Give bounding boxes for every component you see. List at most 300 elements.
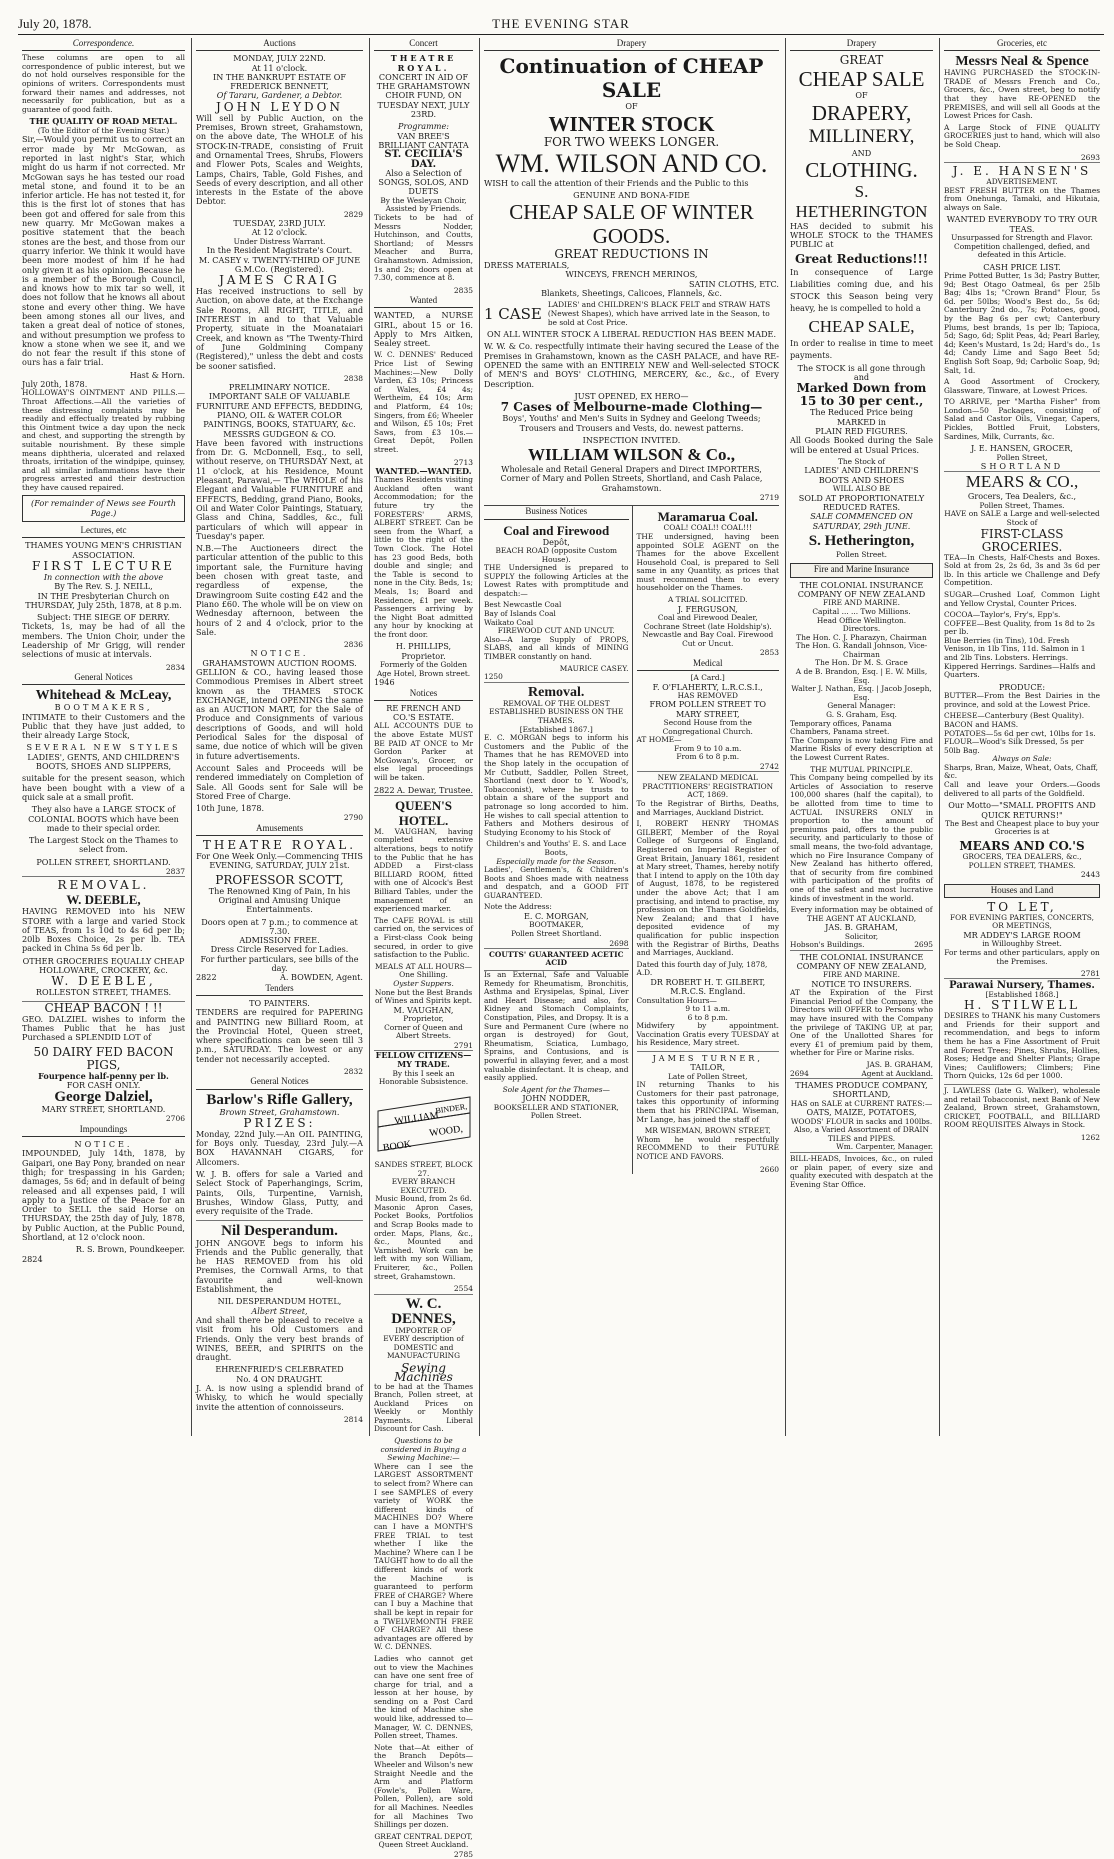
hansen-shortland: SHORTLAND [980, 461, 1064, 472]
phillips-sub: Formerly of the Golden Age Hotel, Brown street. [376, 660, 471, 678]
wdeeble-name: W. DEEBLE, [66, 892, 141, 908]
price-list: Prime Potted Butter, 1s 3d; Pastry Butter, 9d; Best Otago Oatmeal, 6s per 25lb Bag; 4lbs 1s; "Crown Brand" Flour, 5s 6d. per 50lbs; Wood's Best do., 5s 6d; Canterbury 2nd do., 7s; Potatoes, good, by the Bag 6s per cwt; Canterbury Plums, best brands, 1s per lb; Tapioca, 5d; Sago, 6d; Split Peas, 4d; Pearl Barley, 4d; Keen's Mustard, 1s 2d; Hard's do., 1s 4d; Candy Lime and Sago Beet 5d; English Soft Soap, 9d; Carbolic Soap, 9d; Salt, 1d. [944, 270, 1100, 375]
mears-sugar: SUGAR—Crushed Loaf, Common Light and Yellow Crystal, Counter Prices. [944, 589, 1100, 608]
colonial-2-fire: FIRE AND MARINE. [822, 970, 901, 980]
graham-manager: G. S. Graham, Esq. [826, 710, 897, 720]
section-correspondence: Correspondence. [22, 38, 185, 51]
section-notices: Notices [374, 688, 473, 701]
fellow-citizens: FELLOW CITIZENS—MY TRADE. [375, 1050, 472, 1070]
continuation-heading: Continuation of CHEAP SALE [499, 54, 764, 103]
mears-body: HAVE on SALE a Large and well-selected Stock of [944, 509, 1100, 527]
maramarua-body: THE undersigned, having been appointed SOLE AGENT on the Thames for the above Excellent Household Coal, is prepared to Sell same in any Quantity, as prices that must recommend them to every householder on the Thames. [636, 531, 779, 593]
oflaherty-removed: HAS REMOVED [677, 690, 738, 700]
column-5 [785, 38, 937, 1436]
vaughan-name: M. VAUGHAN, [393, 1004, 454, 1015]
vaughan-ad-number: 2791 [453, 1040, 473, 1050]
auction2-date: TUESDAY, 23RD JULY. [233, 218, 326, 229]
gellion-more: Account Sales and Proceeds will be rendered immediately on Completion of Sale. All Goods sent for Sale will be Stored Free of Charge. [196, 762, 363, 801]
hansen-title: J. E. HANSEN'S [944, 162, 1100, 178]
wwc-ad-number: 2719 [759, 493, 779, 503]
column-3 [369, 38, 477, 1859]
maramarua-title: Maramarua Coal. [657, 509, 758, 525]
nzmp-body: To the Registrar of Births, Deaths, and Marriages, Auckland District. [636, 799, 779, 817]
wilson-name: WM. WILSON AND CO. [495, 148, 768, 178]
professor-doors: Doors open at 7 p.m.; to commence at 7.30. [201, 916, 358, 936]
whitehead-sub: BOOTMAKERS, [54, 702, 153, 713]
impound-notice: NOTICE. [74, 1139, 133, 1150]
dalziel-address: MARY STREET, SHORTLAND. [41, 1104, 166, 1115]
bacon-title: CHEAP BACON ! !! [22, 1001, 185, 1015]
beach-road: BEACH ROAD (opposite Custom House). [495, 545, 618, 564]
jas-ad-number: 2695 [914, 940, 933, 950]
concert-ad-number: 2835 [453, 285, 473, 295]
oflaherty-second: Second House from the Congregational Church. [662, 718, 753, 736]
hetherington-body: HAS decided to submit his WHOLE STOCK to the THAMES PUBLIC at [790, 220, 933, 250]
whitehead-address: POLLEN STREET, SHORTLAND. [36, 856, 171, 867]
temp-offices: Temporary offices, Panama Chambers, Panama street. [790, 718, 892, 737]
painters-ad-number: 2832 [343, 1066, 363, 1076]
lecture-connection: In connection with the above [43, 571, 164, 582]
ferguson-name: J. FERGUSON, [677, 603, 738, 614]
solicitor: Solicitor, [844, 931, 879, 941]
lecture-subject: Subject: THE SIEGE OF DERRY. [37, 612, 170, 623]
agent-auckland: THE AGENT AT AUCKLAND, [806, 913, 917, 923]
cash-price-list: CASH PRICE LIST. [983, 261, 1061, 272]
cheap-sale-heading: CHEAP SALE [798, 67, 925, 92]
phillips-ad-number: 1946 [374, 677, 395, 688]
great-heading: GREAT [839, 53, 884, 68]
theatre-week: For One Week Only.—Commencing THIS EVENING, SATURDAY, JULY 21st. [196, 851, 363, 871]
professor-body: The Renowned King of Pain, In his Original and Amusing Unique Entertainments. [208, 885, 351, 915]
mears-2-address: POLLEN STREET, THAMES. [968, 860, 1076, 870]
wilson-genuine: GENUINE AND BONA-FIDE [573, 189, 690, 200]
millinery-heading: MILLINERY, [808, 125, 915, 147]
holloway-notice: HOLLOWAY'S OINTMENT AND PILLS.—Throat Affections.—All the varieties of these distressing complaints may be readily and effectually treated by rubbing this Ointment twice a day upon the neck and chest, and supporting the strength by suitable nourishment. By these simple means diphtheria, ulcerated and relaxed throats, irritation of the windpipe, quinsey, and all similar inflammations have their progress arrested and their destruction they have caused repaired. [22, 388, 185, 492]
music-bound: Music Bound, from 2s 6d. [375, 1194, 472, 1204]
masthead [18, 14, 1104, 35]
director-4: A de B. Brandon, Esq. | E. W. Mills, Esq. [795, 667, 928, 685]
colonial-capital: Capital ... ... Two Millions. [812, 606, 911, 616]
director-2: The Hon. G. Randall Johnson, Vice-Chairman [795, 641, 928, 659]
music-ad-number: 2554 [453, 1284, 473, 1294]
nil-body: JOHN ANGOVE begs to inform his Friends and the Public generally, that he HAS REMOVED from his old Premises, the Cornwall Arms, to that favourite and well-known Establishment, the [196, 1237, 363, 1295]
nzmp-title: NEW ZEALAND MEDICAL PRACTITIONERS' REGISTRATION ACT, 1869. [637, 771, 780, 800]
colonial-fire: FIRE AND MARINE. [822, 598, 901, 608]
french-body: ALL ACCOUNTS DUE to the above Estate MUST BE PAID AT ONCE to Mr Gordon Parker at McGowan's, Grocer, or else legal proceedings will be taken. [374, 721, 473, 782]
wanted-teas: WANTED EVERYBODY TO TRY OUR TEAS. [946, 214, 1098, 234]
col4-sub-right [632, 506, 780, 1174]
auction2-time: At 12 o'clock. [251, 227, 308, 238]
addey-ad-number: 2781 [1080, 969, 1100, 979]
hansen-grocer: J. E. HANSEN, GROCER, [971, 443, 1073, 454]
parawai-title: Parawai Nursery, Thames. [944, 978, 1100, 990]
props: Also—A large Supply of PROPS, SLABS, and all kinds of MINING TIMBER constantly on hand. [484, 634, 629, 662]
auction-rooms: GRAHAMSTOWN AUCTION ROOMS. [202, 657, 357, 668]
turner-more: Whom he would respectfully RECOMMEND to their FUTURE NOTICE AND FAVORS. [636, 1134, 779, 1162]
morgan-body: E. C. MORGAN begs to inform his Customers and the Public of the Thames that he has REMOVED into the Shop lately in the occupation of Mr Cutbutt, Saddler, Pollen Street, Shortland (next door to Y. Wood's, Tobacconist), where he trusts to obtain a share of the support and patronage so long accorded to him. He wishes to call special attention to Fathers and Mothers desirous of Studying Economy to his Stock of [484, 733, 629, 837]
whitehead-also: They also have a LARGE STOCK of COLONIAL BOOTS which have been made to their special order. [28, 804, 179, 833]
gellion-date: 10th June, 1878. [196, 803, 265, 814]
to-let: TO LET, [987, 899, 1057, 914]
letter-to: (To the Editor of the Evening Star.) [37, 125, 170, 135]
sandes-street: SANDES STREET, BLOCK 27. [374, 1159, 473, 1178]
tailor: TAILOR, [690, 1062, 726, 1073]
wdeeble-holloware: HOLLOWARE, CROCKERY, &c. [39, 965, 168, 976]
jas-graham: JAS. B. GRAHAM, [825, 922, 898, 933]
especially: Especially made for the Season. [496, 856, 617, 866]
section-general-notices: General Notices [22, 672, 185, 685]
french-estate: RE FRENCH AND CO.'S ESTATE. [386, 702, 461, 723]
ferguson-ad-number: 2853 [759, 648, 779, 658]
midwifery: Midwifery by appointment. Vaccination Gratis every TUESDAY at his Residence, Mary street. [636, 1021, 779, 1048]
oats-maize: OATS, MAIZE, POTATOES, [806, 1107, 917, 1118]
dr-gilbert: DR ROBERT H. T. GILBERT, M.R.C.S. England. [650, 976, 766, 997]
wiseman: MR WISEMAN, BROWN STREET, [644, 1126, 771, 1136]
colonial-head: Head Office Wellington. [816, 615, 907, 625]
coal-2: Bay of Islands Coal [484, 609, 556, 619]
removal-heading: REMOVAL. [22, 876, 185, 892]
prizes-title: PRIZES: [243, 1115, 316, 1130]
queens-nonebut: None but the Best Brands of Wines and Spirits kept. [374, 987, 473, 1006]
coutts-agent: Sole Agent for the Thames— [502, 1084, 610, 1094]
great-reductions: GREAT REDUCTIONS IN [554, 247, 709, 262]
coal-3: Waikato Coal [484, 617, 534, 627]
questions-body: Where can I see the LARGEST ASSORTMENT to select from? Where can I see SAMPLES of every variety of WORK the different kinds of MACHINES DO? Where can I have a MONTH'S FREE TRIAL to test whether I like the Machine? Where can I be TAUGHT how to do all the different kinds of work the Machine is guaranteed to perform FREE of CHARGE? Where can I buy a Machine that shall be kept in repair for a TWELVEMONTH FREE OF CHARGE? All these advantages are offered by W. C. DENNES. [374, 1461, 473, 1652]
produce-cheese: CHEESE—Canterbury (Best Quality). [944, 711, 1085, 721]
central-depot-number: 2785 [453, 1849, 473, 1859]
winter-stock: WINTER STOCK [548, 111, 715, 136]
drain-tiles: Also, a Varied Assortment of DRAIN TILES and PIPES. [794, 1125, 929, 1143]
consult-1: 9 to 11 a.m. [685, 1004, 731, 1014]
whitehead-styles: SEVERAL NEW STYLES [26, 742, 181, 753]
neal-ad-number: 2693 [1080, 152, 1100, 162]
hetherington-more: In consequence of Large Liabilities coming due, and his STOCK this Season being very heavy, he is compelled to hold a [790, 266, 933, 313]
queens-hotel: QUEEN'S HOTEL. [374, 795, 473, 828]
wwc-corner: Corner of Mary and Pollen Streets, Shortland, and Cash Palace, Grahamstown. [500, 473, 763, 493]
col4-sub-left [484, 506, 632, 1174]
nil-more: And shall there be pleased to receive a visit from his Old Customers and Friends. Only the very best brands of WINES, BEER, and SPIRITS on the draught. [196, 1314, 363, 1363]
lecture-tickets: Tickets, 1s, may be had of all the members. The Union Choir, under the Leadership of Mr Grigg, will render selections of music at intervals. [22, 621, 185, 660]
mears-grocers: Grocers, Tea Dealers, &c., [967, 491, 1077, 502]
letter-title: THE QUALITY OF ROAD METAL. [29, 116, 178, 127]
concert-selection: Also a Selection of SONGS, SOLOS, AND DUETS [378, 167, 469, 197]
firewood: FIREWOOD CUT AND UNCUT. [497, 626, 615, 636]
addey-room: MR ADDEY'S LARGE ROOM [963, 930, 1081, 941]
wdeeble-body: HAVING REMOVED into his NEW STORE with a large and varied Stock of TEAS, from 1s 10d to 4s 6d per lb; 20lb Boxes Choice, 2s per lb. TEA packed in China 5s 6d per lb. [22, 906, 185, 954]
bacon-body: GEO. DALZIEL wishes to inform the Thames Public that he has just Purchased a SPLENDID LOT of [22, 1013, 185, 1043]
bookbinder-stamp [374, 1093, 474, 1155]
concert-cantata: VAN BREE'S BRILLIANT CANTATA [378, 130, 469, 150]
woods-flour: WOODS' FLOUR in sacks and 100lbs. [790, 1116, 933, 1126]
produce-company: THAMES PRODUCE COMPANY, SHORTLAND, [790, 1078, 933, 1100]
leydon-body: Will sell by Public Auction, on the Premises, Brown street, Grahamstown, on the above date, The WHOLE of his STOCK-IN-TRADE, consisting of Fruit and Ornamental Trees, Shrubs, Flowers and Flower Pots, Scales and Weights, Lamps, Chairs, Table, Gold Fishes, and Seeds of every description, and all other interests in the Estate of the above Debtor. [196, 112, 363, 207]
nil-ja: J. A. is now using a splendid brand of Whisky, to which he would specially invite the attention of connoisseurs. [196, 1383, 363, 1412]
crockery: A Good Assortment of Crockery, Glassware, Tinware, at Lowest Prices. [944, 377, 1100, 395]
always-body: Sharps, Bran, Maize, Wheat, Oats, Chaff, &c. [944, 762, 1099, 781]
satin-cloths: SATIN CLOTHS, ETC. [688, 278, 779, 289]
turner-name: JAMES TURNER, [637, 1051, 780, 1063]
turner-ad-number: 2660 [759, 1164, 779, 1174]
professor-scott: PROFESSOR SCOTT, [215, 872, 344, 887]
sale-commenced: SALE COMMENCED ON SATURDAY, 29th JUNE. [810, 511, 913, 531]
coal-1: Best Newcastle Coal [484, 600, 562, 610]
morgan-boot: BOOTMAKER, [529, 920, 584, 930]
removal-title: Removal. [484, 682, 629, 700]
plain-figures: PLAIN RED FIGURES. [815, 425, 908, 436]
ferguson-address: Cochrane Street (late Holdship's). [643, 621, 772, 631]
leydon-name: JOHN LEYDON [215, 99, 344, 114]
painters-title: TO PAINTERS. [249, 997, 310, 1008]
gudgeon-nb: N.B.—The Auctioneers direct the particular attention of the public to this important sale, the Furniture having been chosen with great taste, and regardless of expense, the Drawingroom Suite costing £42 and the Piano £60. The whole will be on view on Wednesday afternoon, between the hours of 2 and 4 o'clock, prior to the Sale. [196, 543, 363, 637]
oflaherty-ad-number: 2742 [759, 761, 779, 771]
tailor-late: Late of Pollen Street, [667, 1071, 748, 1081]
sewing-machines: Sewing Machines [394, 1360, 453, 1385]
realise: In order to realise in time to meet payments. [790, 337, 933, 360]
letter-date: July 20th, 1878. [22, 379, 88, 390]
questions-note: Note that—At either of the Branch Depôts—Wheeler and Wilson's new Straight Needle and the Arm and Platform (Fowle's, Pollen Ware, Pollen, Pollen), are sold for all Machines. Needles for all Machines Two Shillings per dozen. [374, 1742, 473, 1830]
lawless-ad-number: 1262 [1080, 1133, 1100, 1142]
hetherington-heading: S. HETHERINGTON [795, 181, 928, 221]
questions-ladies: Ladies who cannot get out to view the Machines can have one sent free of charge for trial, and a lesson at her house, by sending on a Post Card the kind of Machine she would like, addressed to—Manager, W. C. DENNES, Pollen street, Thames. [374, 1653, 473, 1741]
stamp-word-binder: BINDER, [434, 1101, 468, 1116]
trial-solicited: A TRIAL SOLICITED. [667, 595, 748, 605]
general-manager: General Manager: [827, 701, 896, 711]
letter-body: Sir,—Would you permit us to correct an error made by Mr McGowan, as reported in last night's Star, which might do us harm if not corrected. Mr McGowan says he has tested our road metal stone, and found it to be an inferior article. He has not tested it, for this is the first lot of stones that has been got and offered for sale from this new quarry. Mr McGowan makes a positive statement that the beach stones are the best, and those from our quarry inferior. We think it would have been more modest of him if he had only given it as his opinion. Because he is a member of the Borough Council, and knows how to mix tar so well, it does not follow that he knows all about stone and every other thing. We have been among stones all our lives, and taken a great deal of notice of stones, and without presumption we profess to know a stone when we see it, and we do not fear the result if this stone of ours has a fair trial. [22, 134, 185, 368]
neal-more: A Large Stock of FINE QUALITY GROCERIES just to hand, which will also be Sold Cheap. [944, 122, 1100, 150]
column-6 [939, 38, 1104, 1436]
wanted-wanted: WANTED.—WANTED. [375, 465, 472, 476]
parawai-est: [Established 1868.] [985, 989, 1059, 999]
central-depot-addr: Queen Street Auckland. [378, 1840, 469, 1850]
mutual-principle: THE MUTUAL PRINCIPLE. [810, 764, 913, 774]
gilbert-date: Dated this fourth day of July, 1878, A.D. [636, 959, 768, 978]
and-heading: AND [851, 147, 872, 158]
removal-sub: REMOVAL OF THE OLDEST ESTABLISHED BUSINESS ON THE THAMES. [489, 698, 624, 725]
colonial-directors: Directors. [842, 624, 881, 634]
oflaherty-from: FROM POLLEN STREET TO MARY STREET, [649, 699, 766, 719]
whitehead-title: Whitehead & McLeay, [35, 688, 172, 704]
morgan-name: E. C. MORGAN, [523, 911, 589, 922]
marked-down: Marked Down from 15 to 30 per cent., [796, 381, 927, 409]
section-lectures: Lectures, etc [22, 525, 185, 538]
gellion-body: GELLION & CO., having leased those Commodious Premises in Albert street known as the THAMES STOCK EXCHANGE, intend OPENING the same as an AUCTION MART, for the Sale of Produce and Consignments of various descriptions of Goods, and will hold Periodical Sales for the disposal of same, due notice of which will be given in future advertisements. [196, 667, 363, 761]
nodder-name: JOHN NODDER, [522, 1093, 591, 1104]
produce-potatoes: POTATOES—5s 6d per cwt, 10lbs for 1s. [944, 728, 1096, 738]
two-weeks: FOR TWO WEEKS LONGER. [543, 134, 720, 149]
whitehead-ad-number: 2837 [165, 866, 185, 876]
professor-ad-number: 2822 [196, 972, 217, 983]
vaughan-address: Corner of Queen and Albert Streets. [384, 1022, 463, 1041]
mears-cocoa: COCOA—Taylor's, Fry's, Epp's. [944, 610, 1061, 620]
stilwell-name: H. STILWELL [963, 998, 1080, 1013]
nil-draught: No. 4 ON DRAUGHT. [236, 1373, 323, 1384]
to-arrive: TO ARRIVE, per "Martha Fisher" from London—50 Packages, consisting of Salad and Castor Oils, Vinegar, Capers, Pickles, Bottled Fruit, Lobsters, Sardines, Milk, Currants, &c. [944, 397, 1100, 441]
hetherington-name-2: S. Hetherington, [808, 532, 915, 549]
professor-admission: ADMISSION FREE. [239, 935, 320, 946]
motto: Our Motto—"SMALL PROFITS AND QUICK RETURNS!" [948, 800, 1096, 820]
oflaherty-name: F. O'FLAHERTY, L.R.C.S.I., [652, 681, 763, 692]
bacon-cash: FOR CASH ONLY. [66, 1079, 141, 1090]
section-business-notices: Business Notices [484, 506, 629, 519]
every-information: Every information may be obtained of [790, 905, 933, 915]
lecture-ad-number: 2834 [165, 662, 185, 672]
mears-address: Pollen Street, Thames. [979, 500, 1065, 510]
dennes-importer: IMPORTER OF [395, 1325, 452, 1335]
craig-body: Has received instructions to sell by Auction, on above date, at the Exchange Sale Rooms, All RIGHT, TITLE, and INTEREST in and to that Valuable Property, situate in the Moanataiari Creek, and known as "The Twenty-Third of June Goldmining Company (Registered)," unless the debt and costs be sooner satisfied. [196, 286, 363, 371]
professor-dress: Dress Circle Reserved for Ladies. [210, 944, 349, 955]
section-tenders: Tenders [196, 983, 363, 996]
gudgeon-name: MESSRS GUDGEON & CO. [223, 428, 336, 439]
great-reductions-heading: Great Reductions!!! [794, 251, 929, 266]
nodder-address: Pollen Street. [530, 1111, 582, 1121]
gudgeon-ad-number: 2836 [343, 640, 363, 650]
director-5: Walter J. Nathan, Esq. | Jacob Joseph, Esq. [791, 684, 932, 702]
at-home: AT HOME— [636, 735, 682, 745]
stilwell-body: DESIRES to THANK his many Customers and Friends for their support and recommendation, and begs to inform them he has a Fine Assortment of Fruit and Forest Trees; Pines, Shrubs, Hollies, Roses; Hedge and Shelter Plants; Grape Vines; Cauliflowers; Climbers; Fine Thorn Quicks, 12s 6d per 1000. [944, 1011, 1100, 1081]
column-2 [191, 38, 367, 1436]
produce-flour: FLOUR—Wood's Silk Dressed, 5s per 50lb Bag. [944, 737, 1084, 755]
clothing-heading: CLOTHING. [805, 157, 918, 182]
produce-bacon: BACON and HAMS. [944, 719, 1019, 729]
director-1: The Hon. C. J. Pharazyn, Chairman [796, 632, 927, 642]
impound-body: IMPOUNDED, July 14th, 1878, by Gaipari, one Bay Pony, branded on near thigh; for trespassing in his Garden; damages, 5s 6d; and in default of being released and all expenses paid, I will apply to a Justice of the Peace for an Order to SELL the said Horse on THURSDAY, the 25th day of July, 1878, by Public Auction, at the Public Pound, Shortland, at 12 o'clock noon. [22, 1148, 185, 1242]
just-opened: JUST OPENED, EX HERO— [574, 390, 689, 401]
concert-cecilia: ST. CECILIA'S DAY. [384, 149, 463, 170]
nil-ad-number: 2814 [343, 1414, 363, 1424]
queens-cafe: The CAFE ROYAL is still carried on, the services of a First-class Cook being secured, in order to give satisfaction to the Public. [374, 915, 473, 960]
coal-depot: Depôt, [542, 536, 570, 547]
stamp-word-book: BOOK [382, 1138, 412, 1154]
letter-signature: Hast & Horn. [129, 369, 185, 380]
whitehead-body: INTIMATE to their Customers and the Public that they have just added, to their already Large Stock, [22, 711, 185, 741]
to-let-sub: FOR EVENING PARTIES, CONCERTS, OR MEETINGS, [950, 912, 1094, 931]
coal-body: THE Undersigned is prepared to SUPPLY the following Articles at the Lowest Rates with promptitude and despatch:— [484, 563, 629, 598]
ferguson-more: Newcastle and Bay Coal. Firewood Cut or Uncut. [642, 630, 774, 648]
section-amusements: Amusements [196, 823, 363, 836]
stock-of: The Stock of [837, 456, 886, 466]
company-risks: The Company is now taking Fire and Marine Risks of every description at the Lowest Current Rates. [790, 735, 933, 762]
auction1-time: At 11 o'clock. [251, 62, 308, 73]
established: [Established 1867.] [519, 724, 593, 734]
lawless-body: J. LAWLESS (late G. Walker), wholesale and retail Tobacconist, next Bank of New Zealand, Brown street, Grahamstown, CRICKET, FOOTBALL, and BILLIARD ROOM REQUISITES Always in Stock. [944, 1086, 1100, 1130]
stock-gone: The STOCK is all gone through and [797, 362, 926, 383]
neal-spence: Messrs Neal & Spence [955, 54, 1089, 70]
nil-title: Nil Desperandum. [196, 1220, 363, 1239]
dennes-dom: EVERY description of DOMESTIC and MANUFACTURING [383, 1334, 464, 1361]
wilson-wish: WISH to call the attention of their Friends and the Public to this [484, 177, 749, 188]
editor-note: These columns are open to all correspondence of public interest, but we do not hold ourselves responsible for the opinions of writers. Correspondents must forward their names and addresses, not necessarily for publication, but as a guarantee of good faith. [22, 53, 185, 114]
column-1 [18, 38, 189, 1436]
mears-ad-number: 2443 [1080, 870, 1100, 880]
section-concert: Concert [374, 38, 473, 51]
gudgeon-body: Have been favored with instructions from Dr. G. McDonnell, Esq., to sell, without reserve, on THURSDAY Next, at 11 o'clock, at his Residence, Mount Pleasant, Parawai,— The WHOLE of his Elegant and Valuable FURNITURE and EFFECTS, Bedding, grand Piano, Books, Oil and Water Color Paintings, Statuary, Glass and China, Saddles, &c., full particulars of which will appear in Tuesday's paper. [196, 437, 363, 541]
wanted-nurse: WANTED, a NURSE GIRL, about 15 or 16. Apply to Mrs Aitken, Sealey street. [374, 310, 473, 349]
concert-theatre: THEATRE ROYAL. [390, 53, 457, 73]
mears-title: MEARS & CO., [944, 471, 1100, 492]
section-drapery-2: Drapery [790, 38, 933, 51]
important-sale: IMPORTANT SALE OF VALUABLE FURNITURE AND EFFECTS, BEDDING, PIANO, OIL & WATER COLOR PAINTINGS, BOOKS, STATUARY, &c. [196, 391, 363, 430]
addey-sub: in Willoughby Street. [982, 939, 1062, 949]
dewar-sign: A. Dewar, Trustee. [396, 784, 473, 795]
home-1: From 9 to 10 a.m. [674, 743, 742, 753]
morgan-ad-number: 2698 [609, 938, 629, 948]
boots-shoes: LADIES' AND CHILDREN'S BOOTS AND SHOES [804, 465, 919, 485]
foresters-body: Thames Residents visiting Auckland often want Accommodation; for the future try the FORESTERS' ARMS, ALBERT STREET. Can be seen from the Wharf, a little to the right of the Town Clock. The Hotel has 23 good Beds, both double and single; and the Table is second to none in the City. Beds, 1s; Meals, 1s; Board and Residence, £1 per week. Passengers arriving by the Night Boat admitted any hour by knocking at the front door. [374, 475, 473, 639]
barlow-address: Brown Street, Grahamstown. [219, 1106, 340, 1117]
section-general-notices-2: General Notices [196, 1076, 363, 1089]
gellion-ad-number: 2790 [343, 813, 363, 823]
cheap-sale-winter: CHEAP SALE OF WINTER GOODS. [509, 200, 754, 249]
mears-coffee: COFFEE—Best Quality, from 1s 8d to 2s per lb. [944, 618, 1095, 637]
wwc-name: WILLIAM WILSON & Co., [527, 445, 736, 465]
mutual-body: This Company being compelled by its Articles of Association to reserve 100,000 shares (half the capital), to be allotted from time to time to ACTUAL INSURERS ONLY in proportion to the amount of premiums paid, offers to the public security, and particularly to those of small means, the two-fold advantage, which no Fire Insurance Company of New Zealand has hitherto offered, that of security from fire combined with participation of the profits of one of the safest and most lucrative kinds of investment in the world. [790, 773, 933, 903]
sewing-body: to be had at the Thames Branch, Pollen street, at Auckland Prices on Weekly or Monthly Payments. Liberal Discount for Cash. [374, 1381, 473, 1434]
addey-more: For terms and other particulars, apply on the Premises. [944, 947, 1100, 966]
ladies-boots: Ladies', Gentlemen's, & Children's Boots and Shoes made with neatness and despatch, and a GOOD FIT GUARANTEED. [484, 865, 629, 900]
concert-choir: By the Wesleyan Choir, Assisted by Friends. [380, 195, 467, 214]
section-groceries: Groceries, etc [944, 38, 1100, 51]
leydon-ad-number: 2829 [343, 209, 363, 219]
wdeeble-address: ROLLESTON STREET, THAMES. [35, 987, 172, 998]
mears-misc: Blue Berries (in Tins), 10d. Fresh Venison, in 1lb Tins, 11d. Salmon in 1 and 2lb Tins. Lobsters. Herrings. Kippered Herrings. Sardines—Halfs and Quarters. [944, 635, 1096, 680]
impound-ad-number: 2824 [22, 1253, 43, 1264]
all-winter: ON ALL WINTER STOCK A LIBERAL REDUCTION HAS BEEN MADE. [486, 329, 777, 340]
produce-sub: HAS on SALE at CURRENT RATES:— [790, 1098, 933, 1108]
hansen-pollen: Pollen Street, [996, 452, 1048, 462]
nodder-sub: BOOKSELLER AND STATIONER, [493, 1102, 619, 1112]
a-card: [A Card.] [690, 672, 725, 682]
jas-2: JAS. B. GRAHAM, [866, 1060, 933, 1069]
grocers-2: GROCERS, TEA DEALERS, &c., [962, 852, 1082, 862]
hetherington-address: Pollen Street. [836, 549, 887, 559]
craig-name: JAMES CRAIG [219, 273, 340, 288]
dennes-pricelist: W. C. DENNES' Reduced Price List of Sewing Machines:—New Dolly Varden, £3 10s; Princess of Wales, £4 4s; Wertheim, £4 10s; Arm and Platform, £4 10s; Singers, from £6; Wheeler and Wilson, £5 10s; Fret Saws, from £3 10s.—Great Depôt, Pollen street. [374, 350, 474, 454]
auction1-date: MONDAY, JULY 22ND. [233, 53, 326, 64]
first-class-groceries: FIRST-CLASS GROCERIES. [980, 526, 1064, 554]
nil-hotel: NIL DESPERANDUM HOTEL, [217, 1296, 342, 1307]
nil-street: Albert Street, [251, 1305, 308, 1316]
goods-booked: All Goods Booked during the Sale will be entered at Usual Prices. [790, 435, 933, 455]
inspection-invited: INSPECTION INVITED. [582, 434, 681, 445]
fellow-sub: By this I seek an Honorable Subsistence. [378, 1068, 469, 1087]
professor-further: For further particulars, see bills of the day. [200, 953, 359, 974]
section-houses-land: Houses and Land [944, 884, 1100, 898]
notice-insurers-body: AT the Expiration of the First Financial Period of the Company, the Directors will OFFER to Persons who may have insured with the Company the privilege of TAKING UP, at par, One of the Unallotted Shares for every £1 of premium paid by them, whether for Fire or Marine risks. [790, 988, 933, 1058]
dennes-ad-number: 2713 [453, 457, 473, 467]
boys-suits: Boys', Youths' and Men's Suits in Sydney and Geelong Tweeds; Trousers and Trousers and Vests, do. newest patterns. [502, 413, 761, 433]
turner-body: IN returning Thanks to his Customers for their past patronage, takes this opportunity of informing them that his PRINCIPAL Wiseman, Mr Lange, has joined the staff of [636, 1080, 779, 1124]
issue-date: July 20, 1878. [18, 16, 92, 31]
gilbert-body: I, ROBERT HENRY THOMAS GILBERT, Member of the Royal College of Surgeons of England, Registered on Imperial Register of Great Britain, January 1861, resident at Mary street, Thames, hereby notify that I intend to apply on the 10th day of August, 1878, to be registered under the above Act; that I am practising, and intend to practise, my profession on the Thames Goldfields, New Zealand; and that I have deposited evidence of my qualification for public inspection with the Registrar of Births, Deaths and Marriages, Auckland. [636, 819, 779, 958]
section-fire-marine: Fire and Marine Insurance [790, 563, 933, 577]
queens-body: M. VAUGHAN, having completed extensive alterations, begs to notify to the Public that he has ADDED a First-class BILLIARD ROOM, fitted with one of Alcock's Best Billiard Tables, under the management of an experienced marker. [374, 826, 473, 914]
morgan-pollen: Pollen Street Shortland. [511, 928, 602, 938]
phillips-name: H. PHILLIPS, Proprietor. [395, 641, 452, 661]
sold-reduced: SOLD AT PROPORTIONATELY REDUCED RATES. [798, 492, 925, 512]
prelim-notice: PRELIMINARY NOTICE. [228, 382, 331, 393]
first-lecture: FIRST LECTURE [32, 558, 175, 573]
www-body: W. W. & Co. respectfully intimate their having secured the Lease of the Premises in Grahamstown, known as the CASH PALACE, and have RE-OPENED the same with an ENTIRELY NEW and Well-selected STOCK of MEN'S and BOYS' CLOTHING, MERCERY, &c., &c., of Every Description. [484, 341, 779, 389]
barlow-title: Barlow's Rifle Gallery, [206, 1091, 353, 1108]
notice-insurers: NOTICE TO INSURERS. [811, 978, 912, 989]
remainder-note: (For remainder of News see Fourth Page.) [22, 495, 185, 522]
agent-2: Agent at Auckland. [861, 1068, 933, 1078]
music-body: Masonic Apron Cases, Pocket Books, Portfolios and Scrap Books made to order. Maps, Plans, &c., &c., Mounted and Varnished. Work can be left with my son William, Fruiterer, &c., Pollen street, Grahamstown. [374, 1202, 473, 1281]
section-wanted: Wanted [374, 295, 473, 308]
drapery-heading: DRAPERY, [811, 100, 912, 125]
coal-title: Coal and Firewood [503, 522, 610, 538]
prizes-body: Monday, 22nd July.—An OIL PAINTING, for Boys only. Tuesday, 23rd July.—A BOX HAVANNAH CIGARS, for Allcomers. [196, 1128, 363, 1167]
